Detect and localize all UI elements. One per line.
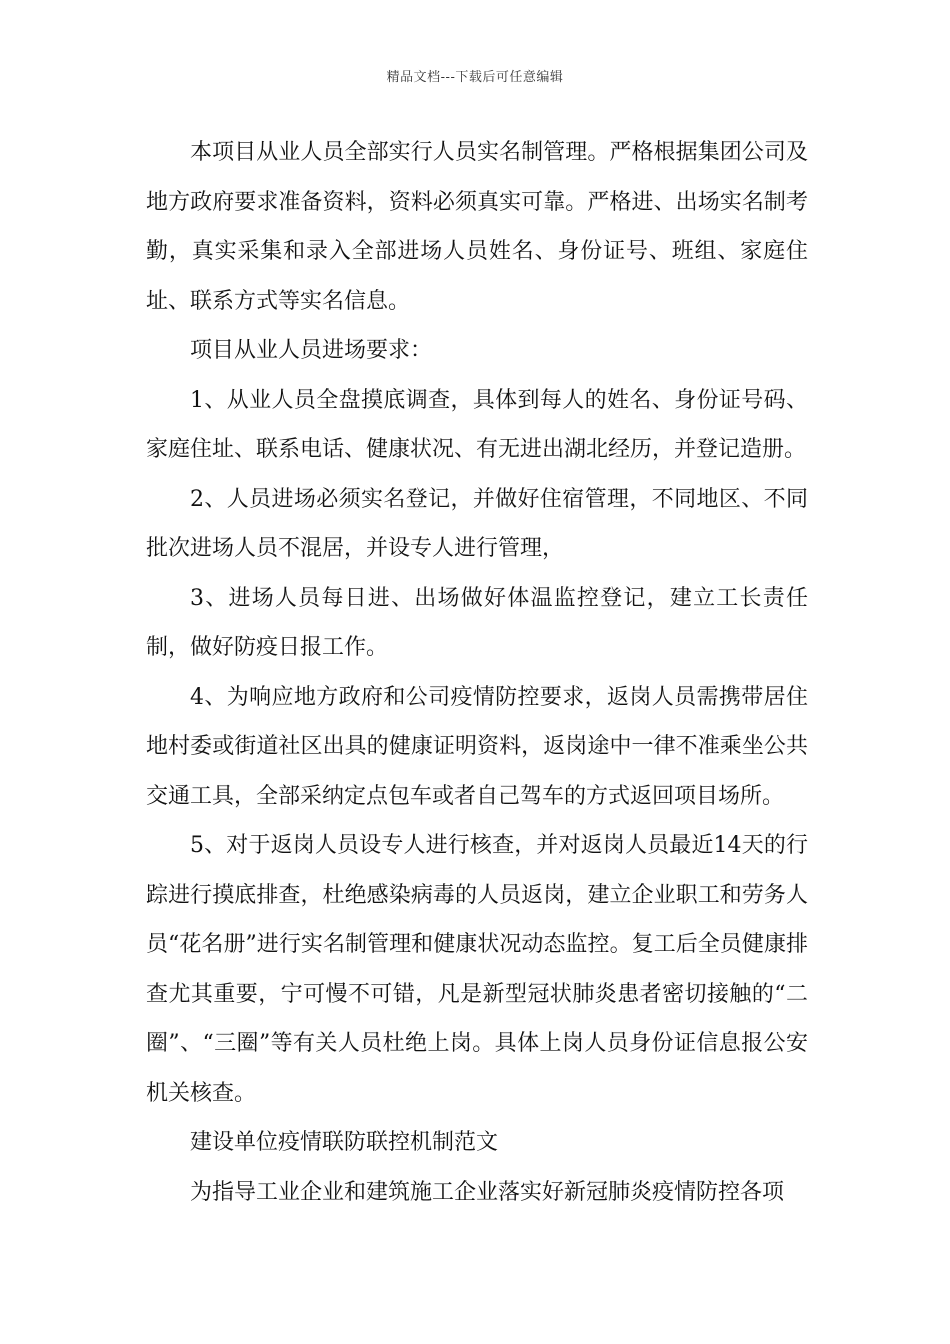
paragraph-item-3: 3、进场人员每日进、出场做好体温监控登记，建立工长责任制，做好防疫日报工作。 — [146, 585, 808, 660]
paragraph-item-4: 4、为响应地方政府和公司疫情防控要求，返岗人员需携带居住地村委或街道社区出具的健康证明资料，返岗途中一律不准乘坐公共交通工具，全部采纳定点包车或者自己驾车的方式返回项目场所。 — [146, 684, 808, 809]
paragraph-entry-requirements-heading: 项目从业人员进场要求： — [190, 338, 433, 363]
paragraph-intro: 为指导工业企业和建筑施工企业落实好新冠肺炎疫情防控各项 — [190, 1179, 785, 1205]
document-body — [146, 128, 808, 1217]
paragraph-real-name-management: 本项目从业人员全部实行人员实名制管理。严格根据集团公司及地方政府要求准备资料，资料必须真实可靠。严格进、出场实名制考勤，真实采集和录入全部进场人员姓名、身份证号、班组、家庭住址、联系方式等实名信息。 — [146, 140, 808, 314]
page-header: 精品文档---下载后可任意编辑 — [386, 70, 564, 85]
section-title: 建设单位疫情联防联控机制范文 — [190, 1130, 499, 1155]
paragraph-item-5: 5、对于返岗人员设专人进行核查，并对返岗人员最近14天的行踪进行摸底排查，杜绝感染病毒的人员返岗，建立企业职工和劳务人员“花名册”进行实名制管理和健康状况动态监控。复工后全员健康排查尤其重要，宁可慢不可错，凡是新型冠状肺炎患者密切接触的“二圈”、“三圈”等有关人员杜绝上岗。具体上岗人员身份证信息报公安机关核查。 — [146, 833, 808, 1106]
paragraph-item-1: 1、从业人员全盘摸底调查，具体到每人的姓名、身份证号码、家庭住址、联系电话、健康状况、有无进出湖北经历，并登记造册。 — [146, 387, 808, 462]
paragraph-item-2: 2、人员进场必须实名登记，并做好住宿管理，不同地区、不同批次进场人员不混居，并设专人进行管理， — [146, 486, 808, 561]
